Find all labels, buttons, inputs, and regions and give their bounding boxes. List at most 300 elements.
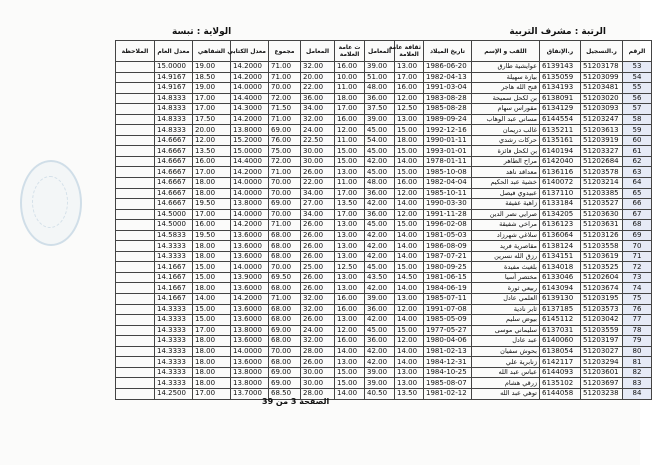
cell-idx: 56 [623,93,652,104]
cell-idx: 79 [623,336,652,347]
cell-dob: 1982-04-13 [424,72,472,83]
cell-dob: 1992-12-16 [424,125,472,136]
cell-notes [116,315,155,326]
cell-gen-grade: 14.00 [395,357,424,368]
cell-name: مقاصرية فريد [472,241,540,252]
cell-notes [116,272,155,283]
cell-reg: 51203042 [581,315,623,326]
cell-total: 70.00 [269,346,301,357]
cell-reg: 51203327 [581,146,623,157]
cell-dob: 1985-08-07 [424,378,472,389]
cell-written-avg: 14.4000 [231,156,269,167]
cell-final-avg: 14.6667 [155,146,193,157]
cell-id: 6138124 [540,241,581,252]
cell-name: عبيدوي فيصل [472,188,540,199]
cell-cult-coef: 28.00 [301,388,335,399]
cell-id: 6134205 [540,209,581,220]
cell-cult-grade: 13.00 [335,167,365,178]
cell-gen-coef: 45.00 [365,325,395,336]
cell-oral: 18.00 [193,241,231,252]
cell-oral: 15.00 [193,315,231,326]
cell-gen-grade: 12.00 [395,93,424,104]
cell-cult-grade: 12.50 [335,262,365,273]
cell-id: 6142117 [540,357,581,368]
cell-name: عبد عادل [472,336,540,347]
cell-name: بيازة سهيلة [472,72,540,83]
cell-dob: 1981-05-03 [424,230,472,241]
cell-final-avg: 14.6667 [155,199,193,210]
table-row [116,104,652,115]
cell-dob: 1985-08-28 [424,104,472,115]
cell-gen-grade: 14.00 [395,283,424,294]
cell-cult-grade: 11.00 [335,135,365,146]
cell-oral: 12.00 [193,135,231,146]
cell-written-avg: 14.2000 [231,62,269,73]
cell-dob: 1989-09-24 [424,114,472,125]
cell-id: 6139130 [540,294,581,305]
cell-total: 68.00 [269,304,301,315]
cell-gen-coef: 37.50 [365,104,395,115]
cell-gen-coef: 42.00 [365,199,395,210]
results-table [115,40,652,400]
cell-total: 69.00 [269,378,301,389]
cell-reg: 51203238 [581,388,623,399]
cell-oral: 19.00 [193,62,231,73]
table-row [116,241,652,252]
cell-oral: 13.50 [193,146,231,157]
cell-notes [116,357,155,368]
table-row [116,125,652,136]
cell-id: 6134151 [540,251,581,262]
cell-gen-grade: 14.00 [395,346,424,357]
cell-total: 71.00 [269,294,301,305]
cell-idx: 80 [623,346,652,357]
cell-gen-grade: 13.00 [395,294,424,305]
cell-dob: 1981-06-15 [424,272,472,283]
cell-notes [116,114,155,125]
cell-name: رزق الله نسرين [472,251,540,262]
cell-cult-grade: 16.00 [335,294,365,305]
cell-written-avg: 13.6000 [231,357,269,368]
table-row [116,114,652,125]
cell-gen-grade: 14.00 [395,241,424,252]
cell-written-avg: 13.6000 [231,251,269,262]
cell-written-avg: 14.0000 [231,188,269,199]
cell-id: 6135102 [540,378,581,389]
cell-notes [116,388,155,399]
cell-notes [116,135,155,146]
cell-name: عباس عبد الله [472,367,540,378]
cell-gen-coef: 36.00 [365,93,395,104]
cell-id: 6138054 [540,346,581,357]
table-row [116,346,652,357]
cell-gen-grade: 15.00 [395,125,424,136]
cell-name: معداقد ناهد [472,167,540,178]
cell-cult-grade: 15.00 [335,156,365,167]
cell-gen-coef: 36.00 [365,336,395,347]
cell-written-avg: 13.6000 [231,241,269,252]
cell-oral: 17.50 [193,114,231,125]
cell-idx: 67 [623,209,652,220]
cell-cult-coef: 25.00 [301,262,335,273]
province-title: الولاية : تبسة [172,27,232,37]
col-cult-grade-label: العلامة [339,51,360,58]
cell-notes [116,72,155,83]
cell-total: 69.00 [269,367,301,378]
cell-final-avg: 14.9167 [155,83,193,94]
cell-written-avg: 13.8000 [231,378,269,389]
cell-final-avg: 15.0000 [155,62,193,73]
cell-written-avg: 15.0000 [231,146,269,157]
cell-name: بلغيث مفيدة [472,262,540,273]
cell-name: سليماني موسى [472,325,540,336]
table-row [116,357,652,368]
cell-idx: 83 [623,378,652,389]
cell-notes [116,188,155,199]
cell-gen-grade: 17.00 [395,72,424,83]
table-row [116,178,652,189]
cell-gen-grade: 16.00 [395,83,424,94]
cell-cult-grade: 16.00 [335,336,365,347]
cell-final-avg: 14.6667 [155,156,193,167]
cell-reg: 51203525 [581,262,623,273]
cell-written-avg: 14.2000 [231,72,269,83]
cell-dob: 1986-06-20 [424,62,472,73]
cell-oral: 17.00 [193,93,231,104]
cell-total: 75.00 [269,146,301,157]
cell-gen-grade: 13.00 [395,114,424,125]
cell-gen-grade: 18.00 [395,135,424,146]
cell-idx: 74 [623,283,652,294]
cell-gen-grade: 16.00 [395,178,424,189]
cell-written-avg: 14.4000 [231,93,269,104]
col-idx: الرقم [623,41,652,62]
cell-reg: 51203294 [581,357,623,368]
cell-total: 71.00 [269,62,301,73]
cell-cult-grade: 17.00 [335,188,365,199]
page-number: الصفحة 3 من 39 [262,397,330,406]
cell-reg: 51203919 [581,135,623,146]
cell-reg: 51203197 [581,336,623,347]
cell-reg: 51202684 [581,156,623,167]
cell-written-avg: 13.7000 [231,388,269,399]
cell-idx: 84 [623,388,652,399]
cell-cult-grade: 18.00 [335,93,365,104]
cell-cult-coef: 34.00 [301,104,335,115]
cell-oral: 19.00 [193,83,231,94]
cell-cult-coef: 26.00 [301,272,335,283]
cell-oral: 18.00 [193,367,231,378]
cell-idx: 62 [623,156,652,167]
cell-gen-coef: 39.00 [365,62,395,73]
table-row [116,167,652,178]
table-row [116,146,652,157]
table-row [116,325,652,336]
cell-cult-grade: 13.00 [335,230,365,241]
cell-written-avg: 13.8000 [231,367,269,378]
table-row [116,72,652,83]
cell-gen-coef: 42.00 [365,315,395,326]
cell-cult-coef: 22.00 [301,83,335,94]
cell-notes [116,251,155,262]
cell-gen-grade: 12.50 [395,104,424,115]
cell-dob: 1980-04-06 [424,336,472,347]
cell-reg: 51203619 [581,251,623,262]
cell-oral: 19.50 [193,199,231,210]
cell-oral: 15.00 [193,262,231,273]
cell-written-avg: 13.8000 [231,125,269,136]
cell-dob: 1982-04-04 [424,178,472,189]
cell-name: قنح الله هاجر [472,83,540,94]
cell-cult-coef: 28.00 [301,346,335,357]
cell-gen-grade: 14.50 [395,272,424,283]
cell-idx: 53 [623,62,652,73]
table-row [116,262,652,273]
cell-oral: 16.00 [193,220,231,231]
cell-id: 6140060 [540,336,581,347]
cell-written-avg: 13.6000 [231,304,269,315]
table-row [116,209,652,220]
cell-idx: 60 [623,135,652,146]
cell-cult-grade: 13.00 [335,315,365,326]
cell-total: 70.00 [269,188,301,199]
grade-title: الرتبة : مشرف التربية [509,27,606,37]
cell-cult-grade: 12.00 [335,325,365,336]
cell-gen-coef: 54.00 [365,135,395,146]
cell-gen-grade: 14.00 [395,315,424,326]
cell-reg: 51202604 [581,272,623,283]
cell-gen-grade: 13.00 [395,62,424,73]
cell-cult-coef: 26.00 [301,251,335,262]
cell-cult-grade: 16.00 [335,304,365,315]
cell-final-avg: 14.1667 [155,262,193,273]
cell-reg: 51203027 [581,346,623,357]
cell-cult-coef: 22.00 [301,178,335,189]
cell-reg: 51203247 [581,114,623,125]
cell-total: 68.00 [269,283,301,294]
cell-idx: 58 [623,114,652,125]
table-row [116,188,652,199]
cell-notes [116,367,155,378]
cell-gen-coef: 42.00 [365,230,395,241]
cell-gen-coef: 48.00 [365,83,395,94]
cell-oral: 16.00 [193,156,231,167]
cell-cult-grade: 13.00 [335,272,365,283]
cell-cult-grade: 14.00 [335,388,365,399]
col-total: مجموع [269,41,301,62]
cell-reg: 51203631 [581,220,623,231]
cell-gen-coef: 36.00 [365,304,395,315]
cell-total: 70.00 [269,262,301,273]
cell-oral: 18.00 [193,188,231,199]
cell-idx: 64 [623,178,652,189]
cell-written-avg: 14.3000 [231,104,269,115]
cell-gen-grade: 14.00 [395,156,424,167]
cell-oral: 18.00 [193,283,231,294]
cell-idx: 65 [623,188,652,199]
cell-cult-coef: 26.00 [301,357,335,368]
cell-final-avg: 14.3333 [155,367,193,378]
cell-oral: 20.00 [193,125,231,136]
cell-dob: 1984-12-31 [424,357,472,368]
cell-name: زاهية عفيفة [472,199,540,210]
cell-notes [116,104,155,115]
cell-id: 6134018 [540,262,581,273]
official-stamp-icon [20,160,82,246]
cell-dob: 1991-03-04 [424,83,472,94]
table-row [116,272,652,283]
cell-cult-grade: 15.00 [335,146,365,157]
cell-id: 6144554 [540,114,581,125]
cell-idx: 57 [623,104,652,115]
cell-notes [116,199,155,210]
cell-id: 6137031 [540,325,581,336]
cell-name: سلاغي شهرزاد [472,230,540,241]
col-gen-grade-label: العلامة [399,51,419,58]
cell-reg: 51203093 [581,104,623,115]
cell-oral: 18.00 [193,346,231,357]
cell-dob: 1984-06-19 [424,283,472,294]
cell-gen-coef: 39.00 [365,378,395,389]
cell-name: صرايي نصر الدين [472,209,540,220]
cell-dob: 1977-05-27 [424,325,472,336]
cell-cult-grade: 16.00 [335,114,365,125]
cell-gen-grade: 13.00 [395,378,424,389]
cell-id: 6142040 [540,156,581,167]
table-row [116,283,652,294]
cell-written-avg: 13.9000 [231,272,269,283]
cell-notes [116,178,155,189]
cell-idx: 59 [623,125,652,136]
cell-notes [116,241,155,252]
col-gen-grade [388,41,424,62]
cell-total: 68.50 [269,388,301,399]
cell-cult-grade: 14.00 [335,346,365,357]
cell-reg: 51203613 [581,125,623,136]
cell-total: 69.50 [269,272,301,283]
table-row [116,367,652,378]
cell-gen-coef: 40.50 [365,388,395,399]
cell-notes [116,336,155,347]
cell-total: 68.00 [269,230,301,241]
cell-idx: 73 [623,272,652,283]
cell-total: 69.00 [269,125,301,136]
cell-notes [116,167,155,178]
table-header-row [116,41,652,62]
cell-total: 68.00 [269,357,301,368]
cell-oral: 18.00 [193,251,231,262]
cell-name: خشية عبد الحكيم [472,178,540,189]
cell-dob: 1985-05-09 [424,315,472,326]
cell-id: 6134129 [540,104,581,115]
col-cult-coef: المعامل [301,41,335,62]
cell-name: بحوش سفيان [472,346,540,357]
cell-cult-coef: 32.00 [301,294,335,305]
cell-final-avg: 14.8333 [155,104,193,115]
cell-written-avg: 14.0000 [231,209,269,220]
cell-idx: 55 [623,83,652,94]
table-row [116,378,652,389]
cell-cult-coef: 27.00 [301,199,335,210]
cell-cult-coef: 32.00 [301,62,335,73]
cell-total: 76.00 [269,135,301,146]
cell-written-avg: 13.8000 [231,325,269,336]
cell-gen-coef: 45.00 [365,167,395,178]
cell-id: 6144093 [540,367,581,378]
cell-cult-grade: 17.00 [335,104,365,115]
cell-dob: 1985-07-11 [424,294,472,305]
table-row [116,199,652,210]
table-row [116,388,652,399]
cell-id: 6144058 [540,388,581,399]
cell-id: 6136116 [540,167,581,178]
cell-cult-coef: 26.00 [301,220,335,231]
cell-written-avg: 14.0000 [231,346,269,357]
cell-gen-coef: 39.00 [365,114,395,125]
cell-notes [116,325,155,336]
cell-idx: 69 [623,230,652,241]
cell-gen-coef: 42.00 [365,357,395,368]
cell-name: توهي عبد الله [472,388,540,399]
cell-gen-grade: 15.00 [395,146,424,157]
cell-gen-grade: 15.00 [395,167,424,178]
cell-oral: 15.00 [193,304,231,315]
cell-gen-coef: 42.00 [365,251,395,262]
cell-idx: 76 [623,304,652,315]
cell-dob: 1983-08-28 [424,93,472,104]
cell-name: مراح الطاهر [472,156,540,167]
cell-cult-grade: 13.00 [335,251,365,262]
cell-cult-coef: 32.00 [301,114,335,125]
cell-cult-coef: 20.00 [301,72,335,83]
cell-notes [116,378,155,389]
cell-idx: 68 [623,220,652,231]
cell-oral: 18.50 [193,72,231,83]
cell-dob: 1985-10-08 [424,167,472,178]
cell-cult-grade: 13.00 [335,220,365,231]
cell-name: زرقي هشام [472,378,540,389]
cell-written-avg: 14.0000 [231,262,269,273]
cell-cult-grade: 11.00 [335,83,365,94]
cell-cult-coef: 24.00 [301,125,335,136]
cell-notes [116,283,155,294]
cell-oral: 17.00 [193,104,231,115]
cell-gen-coef: 51.00 [365,72,395,83]
cell-written-avg: 13.6000 [231,336,269,347]
cell-idx: 66 [623,199,652,210]
cell-dob: 1990-01-11 [424,135,472,146]
cell-total: 71.00 [269,167,301,178]
cell-notes [116,156,155,167]
cell-id: 6133184 [540,199,581,210]
cell-total: 70.00 [269,83,301,94]
cell-written-avg: 14.2000 [231,114,269,125]
cell-reg: 51203385 [581,188,623,199]
cell-name: زنابرية علي [472,357,540,368]
cell-notes [116,209,155,220]
cell-reg: 51203481 [581,83,623,94]
cell-id: 6138091 [540,93,581,104]
cell-name: ربيعي ثورة [472,283,540,294]
cell-total: 70.00 [269,178,301,189]
cell-total: 68.00 [269,241,301,252]
cell-total: 71.50 [269,104,301,115]
cell-cult-coef: 34.00 [301,188,335,199]
cell-notes [116,83,155,94]
col-gen-coef: المعامل [365,41,395,62]
cell-cult-coef: 24.00 [301,325,335,336]
cell-notes [116,62,155,73]
